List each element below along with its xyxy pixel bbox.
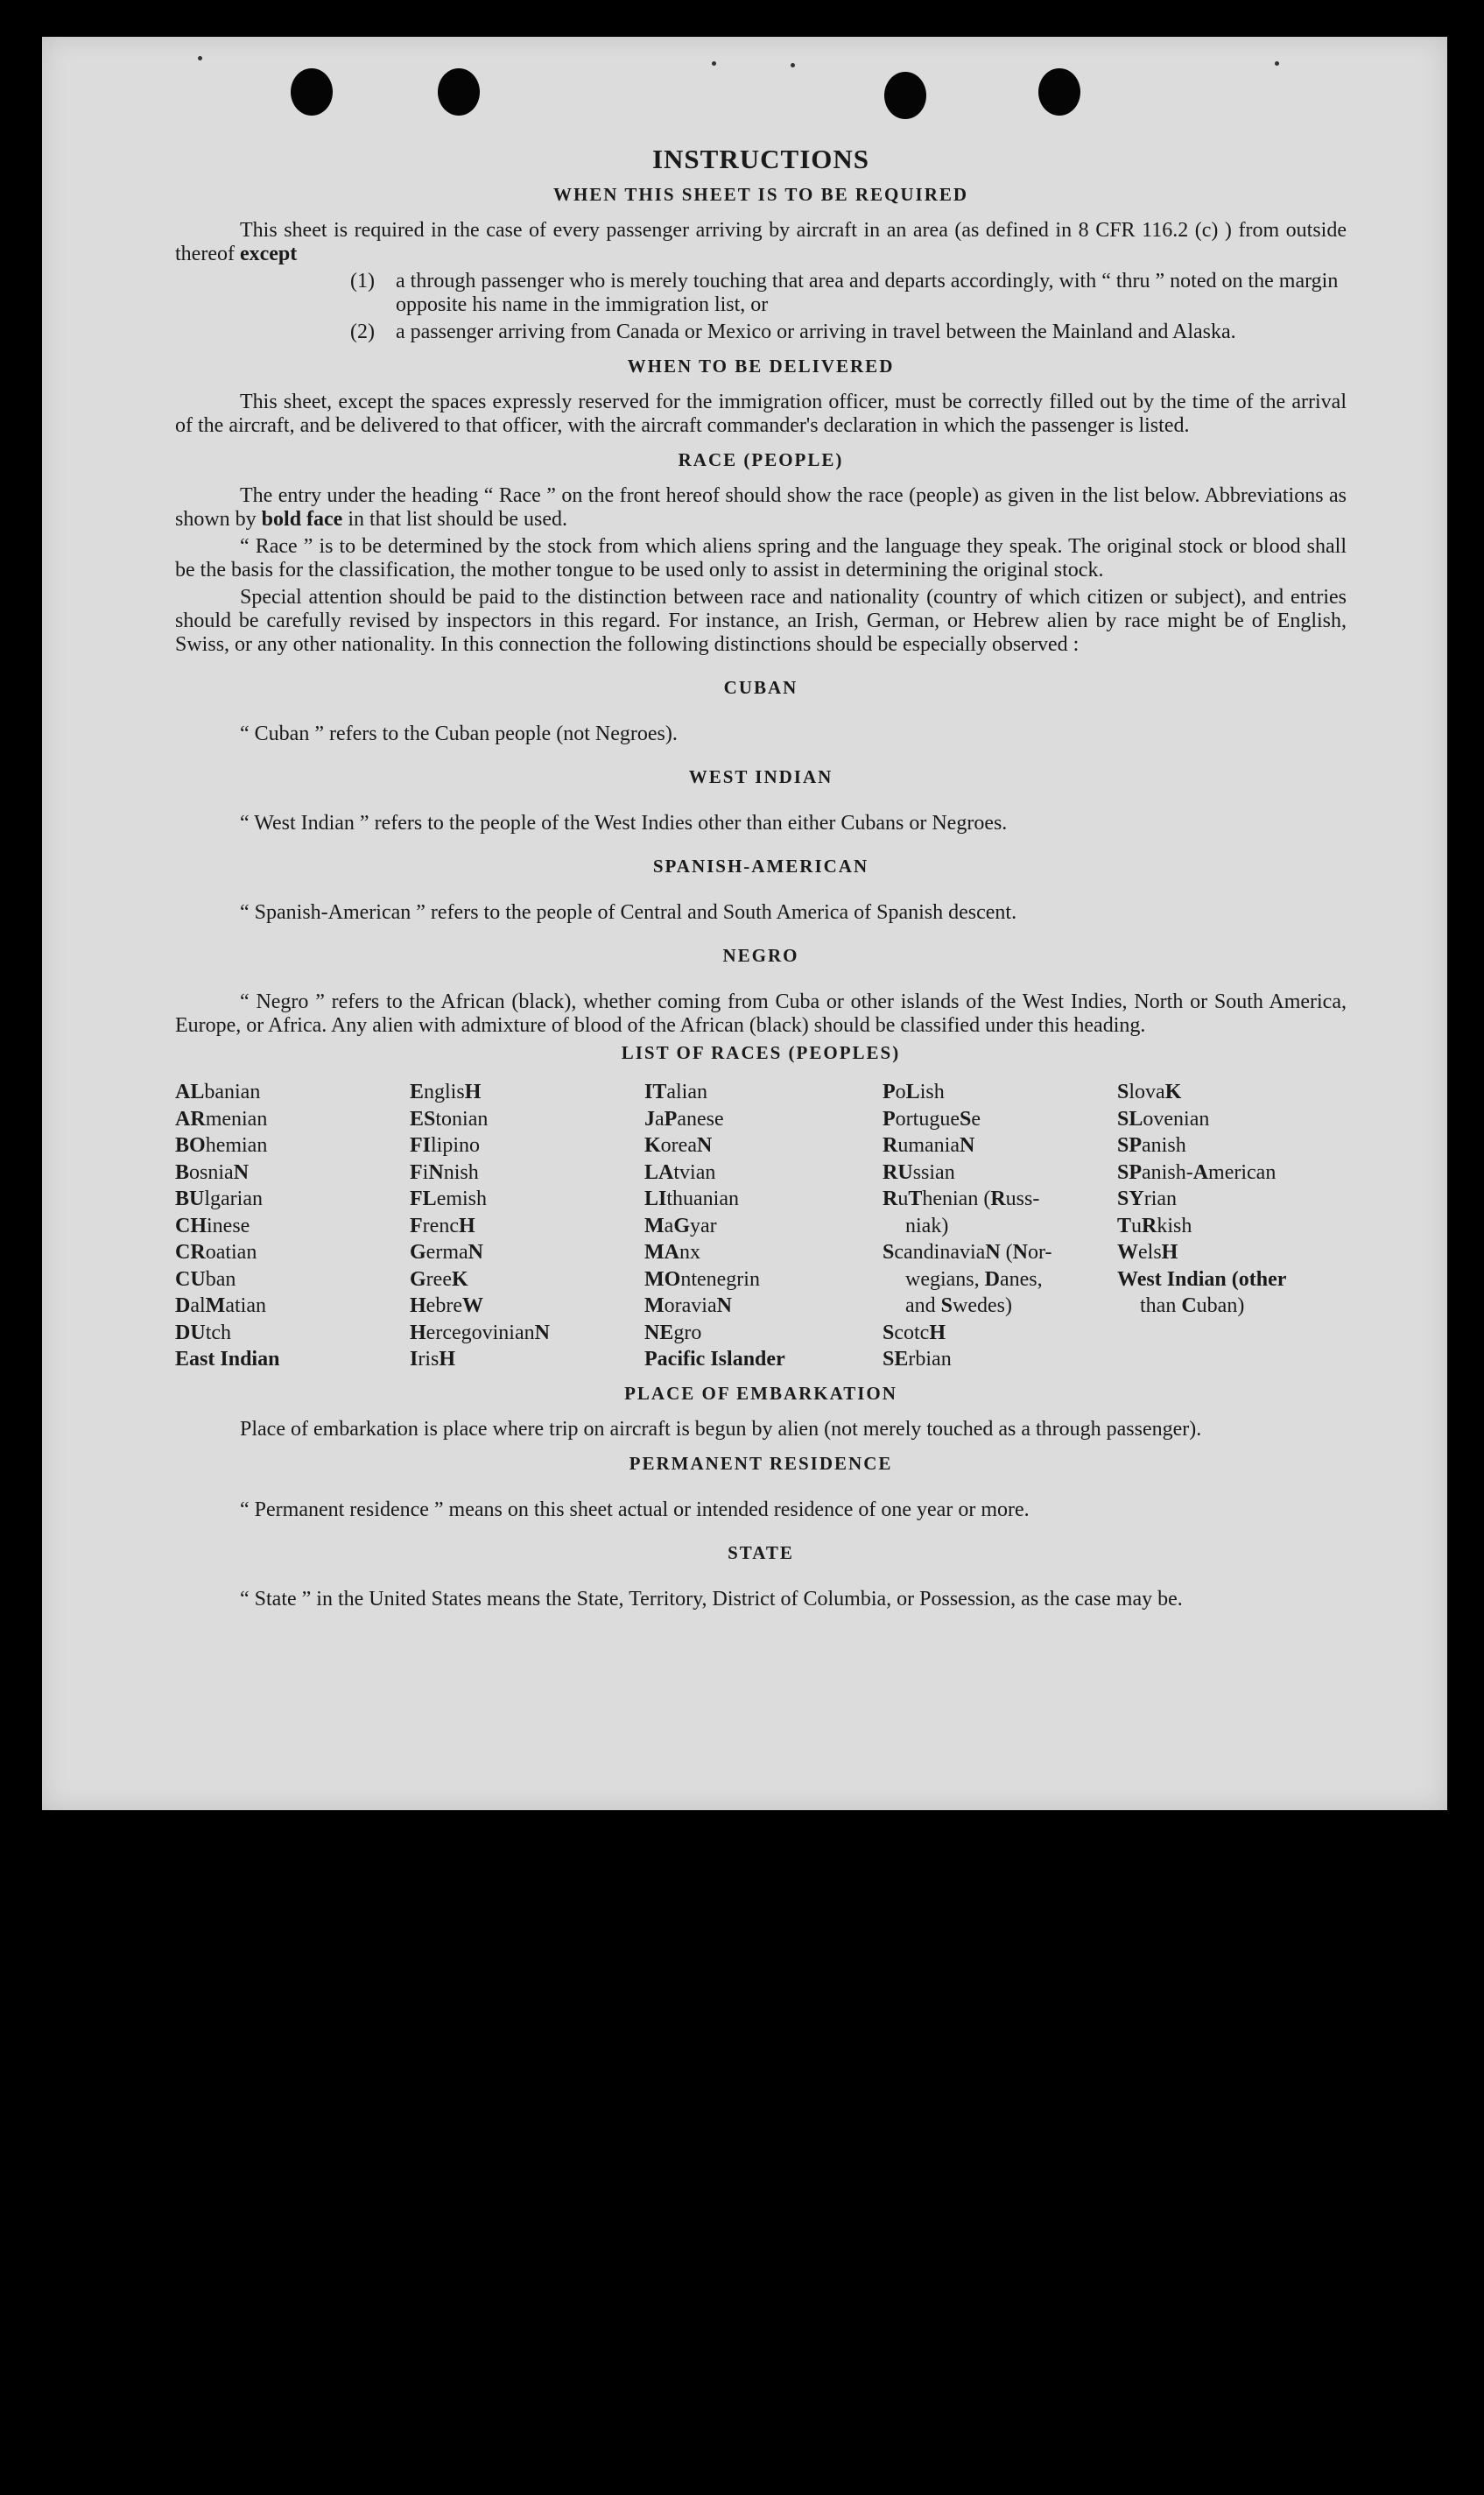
paragraph-text: This sheet is required in the case of every passenger arriving by aircraft in an area (as defined in 8 CFR 116.2 (c) ) from outside thereof <box>175 219 1347 265</box>
section-heading-list-of-races: LIST OF RACES (PEOPLES) <box>621 1042 901 1063</box>
race-entry: DUtch <box>175 1321 232 1344</box>
race-entry: NEgro <box>644 1321 702 1344</box>
page-title: INSTRUCTIONS <box>651 144 869 174</box>
race-list <box>175 1079 1347 1373</box>
punch-hole <box>438 68 480 116</box>
race-entry: LAtvian <box>644 1160 716 1184</box>
bold-text: bold face <box>261 508 343 531</box>
punch-hole <box>884 72 926 119</box>
race-entry: FLemish <box>410 1188 488 1210</box>
race-entry: SYrian <box>1117 1188 1178 1210</box>
race-column <box>410 1079 644 1373</box>
section-heading-residence: PERMANENT RESIDENCE <box>629 1452 893 1474</box>
race-entry: FiNnish <box>410 1160 479 1184</box>
paragraph-residence: “ Permanent residence ” means on this sheet actual or intended residence of one year or more. <box>240 1498 1030 1521</box>
paragraph-embarkation: Place of embarkation is place where trip on aircraft is begun by alien (not merely touched as a through passenger). <box>240 1417 1202 1441</box>
race-entry: DalMatian <box>175 1294 266 1317</box>
race-entry: GermaN <box>410 1241 483 1264</box>
paragraph-cuban: “ Cuban ” refers to the Cuban people (not Negroes). <box>240 722 678 745</box>
paragraph-state: “ State ” in the United States means the State, Territory, District of Columbia, or Possession, as the case may be. <box>240 1587 1183 1610</box>
race-entry: SLovenian <box>1117 1107 1210 1131</box>
paragraph-race-3: Special attention should be paid to the distinction between race and nationality (country of which citizen or subject), and entries should be carefully revised by inspectors in this regard. For instance, an Irish, German, or Hebrew alien by race might be of English, Swiss, or any other nationality. In this connection the following distinctions should be especially observed : <box>175 586 1347 656</box>
race-entry: JaPanese <box>644 1107 724 1131</box>
race-entry: HercegovinianN <box>410 1321 550 1344</box>
section-heading-cuban: CUBAN <box>723 677 798 698</box>
list-item <box>350 321 1347 344</box>
race-column <box>175 1079 410 1373</box>
paragraph-when-delivered: This sheet, except the spaces expressly reserved for the immigration officer, must be correctly filled out by the time of the arrival of the aircraft, and be delivered to that officer, with the aircraft commander's declaration in which the passenger is listed. <box>175 391 1347 437</box>
list-text: a through passenger who is merely touching that area and departs accordingly, with “ thru ” noted on the margin opposite his name in the immigration list, or <box>396 270 1339 316</box>
race-entry: PoLish <box>883 1081 945 1103</box>
section-heading-race: RACE (PEOPLE) <box>678 449 844 470</box>
punch-hole <box>1038 68 1080 116</box>
race-entry: FIlipino <box>410 1134 481 1157</box>
paragraph-race-2: “ Race ” is to be determined by the stock from which aliens spring and the language they speak. The original stock or blood shall be the basis for the classification, the mother tongue to be used only to assist in determining the original stock. <box>175 535 1347 581</box>
race-column <box>644 1079 883 1373</box>
section-heading-embarkation: PLACE OF EMBARKATION <box>624 1382 897 1404</box>
race-entry: MOntenegrin <box>644 1267 760 1291</box>
paragraph-text: in that list should be used. <box>348 508 567 531</box>
speck <box>791 63 795 67</box>
race-entry: MaGyar <box>644 1214 717 1237</box>
race-entry: SPanish-American <box>1117 1160 1277 1184</box>
race-entry: and Swedes) <box>905 1294 1012 1317</box>
exception-list <box>175 270 1347 344</box>
race-entry: RUssian <box>883 1160 955 1184</box>
list-number: (2) <box>350 321 375 343</box>
race-entry: ScandinaviaN (Nor- <box>883 1241 1052 1264</box>
race-entry: BOhemian <box>175 1134 268 1157</box>
speck <box>712 61 716 66</box>
race-entry: RuThenian (Russ- <box>883 1188 1040 1210</box>
race-entry: niak) <box>905 1214 949 1237</box>
race-entry: SErbian <box>883 1348 952 1371</box>
race-entry: West Indian (other <box>1117 1267 1287 1291</box>
list-item <box>350 270 1347 317</box>
race-entry: SlovaK <box>1117 1081 1182 1103</box>
paragraph-west-indian: “ West Indian ” refers to the people of the West Indies other than either Cubans or Negroes. <box>240 812 1008 835</box>
race-entry: IrisH <box>410 1348 456 1371</box>
section-heading-state: STATE <box>728 1541 794 1563</box>
race-column <box>1117 1079 1347 1373</box>
race-entry: EStonian <box>410 1107 489 1131</box>
bold-text: except <box>239 243 298 265</box>
race-entry: CUban <box>175 1267 236 1291</box>
race-entry: LIthuanian <box>644 1188 739 1210</box>
section-heading-negro: NEGRO <box>722 945 799 966</box>
list-text: a passenger arriving from Canada or Mexico or arriving in travel between the Mainland and Alaska. <box>396 321 1236 343</box>
race-entry: CHinese <box>175 1214 250 1237</box>
race-entry: ALbanian <box>175 1081 261 1103</box>
list-number: (1) <box>350 270 375 292</box>
paragraph-negro: “ Negro ” refers to the African (black), whether coming from Cuba or other islands of the West Indies, North or South America, Europe, or Africa. Any alien with admixture of blood of the African (black) should be classified under this heading. <box>175 990 1347 1037</box>
paragraph-when-required <box>175 219 1347 266</box>
race-entry: CRoatian <box>175 1241 257 1264</box>
section-heading-when-delivered: WHEN TO BE DELIVERED <box>627 356 895 377</box>
section-heading-when-required: WHEN THIS SHEET IS TO BE REQUIRED <box>552 184 969 205</box>
section-heading-spanish-american: SPANISH-AMERICAN <box>652 856 869 877</box>
paragraph-spanish-american: “ Spanish-American ” refers to the people of Central and South America of Spanish descent. <box>240 901 1017 924</box>
document-body <box>175 144 1347 1615</box>
paragraph-race-1 <box>175 484 1347 532</box>
race-entry: MAnx <box>644 1241 700 1264</box>
race-entry: PortugueSe <box>883 1107 981 1131</box>
race-entry: GreeK <box>410 1267 468 1291</box>
race-entry: KoreaN <box>644 1134 713 1157</box>
race-entry: ARmenian <box>175 1107 268 1131</box>
race-entry: HebreW <box>410 1294 483 1317</box>
race-entry: FrencH <box>410 1214 475 1237</box>
paragraph-text: The entry under the heading “ Race ” on the front hereof should show the race (people) as given in the list below. Abbreviations as shown by <box>175 484 1347 531</box>
race-entry: RumaniaN <box>883 1134 975 1157</box>
race-entry: wegians, Danes, <box>905 1267 1043 1291</box>
race-entry: SPanish <box>1117 1134 1186 1157</box>
race-entry: TuRkish <box>1117 1214 1192 1237</box>
race-entry: ScotcH <box>883 1321 946 1344</box>
race-entry: ITalian <box>644 1081 707 1103</box>
speck <box>1275 61 1279 66</box>
race-entry: than Cuban) <box>1140 1294 1245 1317</box>
race-entry: MoraviaN <box>644 1294 732 1317</box>
speck <box>198 56 202 60</box>
race-entry: BUlgarian <box>175 1188 263 1210</box>
race-entry: Pacific Islander <box>644 1348 785 1371</box>
document-sheet <box>42 37 1447 1810</box>
punch-hole <box>291 68 333 116</box>
race-entry: BosniaN <box>175 1160 250 1184</box>
race-entry: EnglisH <box>410 1081 482 1103</box>
race-entry: WelsH <box>1117 1241 1178 1264</box>
race-column <box>883 1079 1117 1373</box>
section-heading-west-indian: WEST INDIAN <box>688 766 833 787</box>
race-entry: East Indian <box>175 1348 280 1371</box>
